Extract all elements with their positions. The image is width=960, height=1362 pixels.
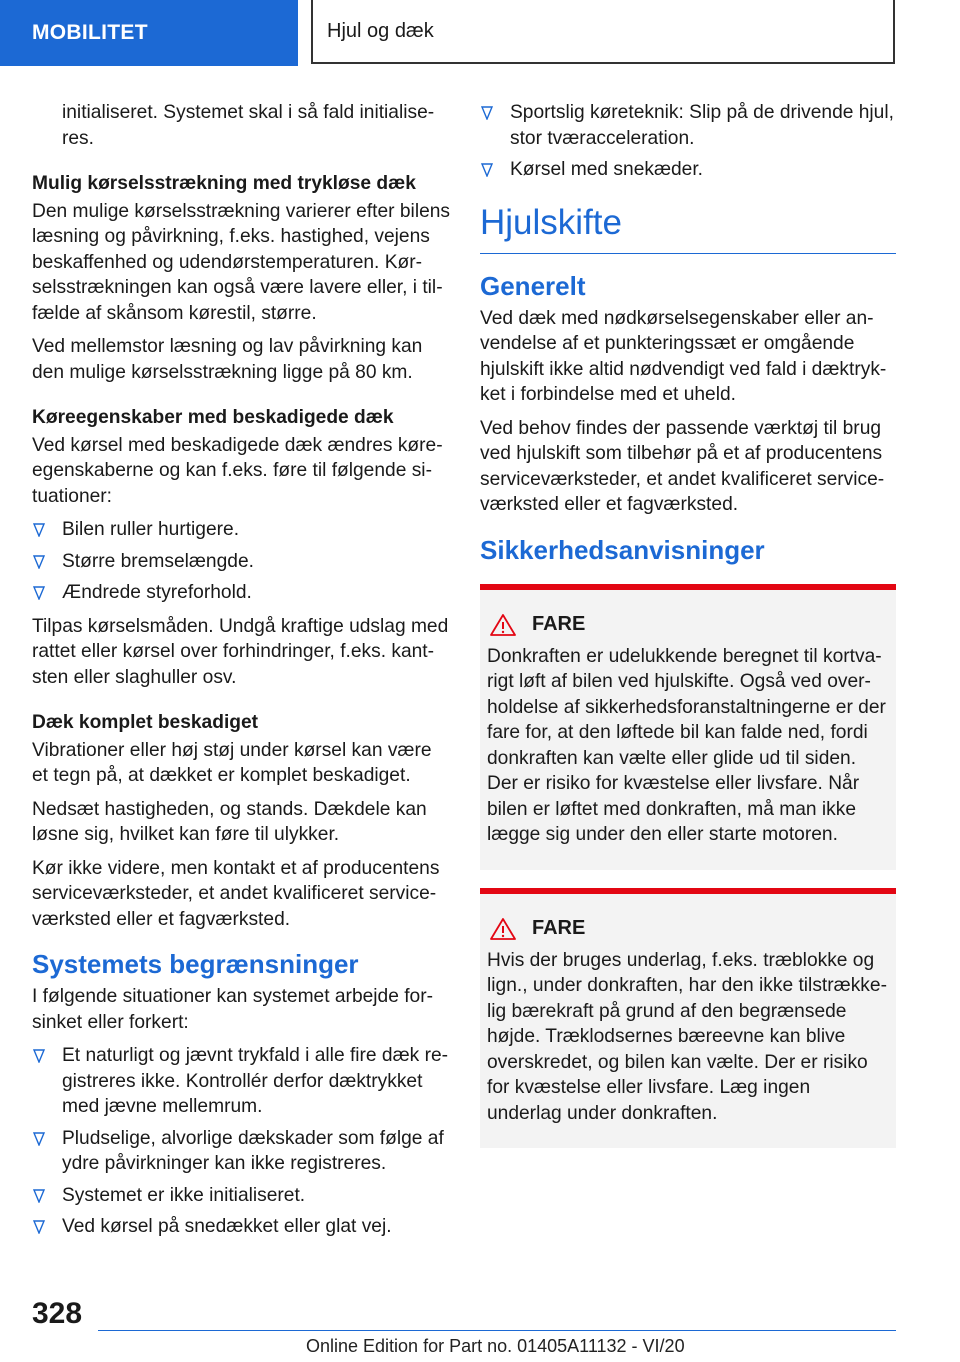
limits-list xyxy=(32,1043,450,1240)
bullet-triangle-icon xyxy=(33,586,45,600)
range-heading: Mulig kørselsstrækning med trykløse dæk xyxy=(32,173,416,194)
general-heading: Generelt xyxy=(480,270,586,301)
damaged-paragraph-2: Tilpas kørselsmåden. Undgå kraftige udslag med rattet eller kørsel over forhindringer, f.eks. kantsten eller slaghuller osv. xyxy=(32,615,449,688)
edition-note: Online Edition for Part no. 01405A11132 - VI/20 xyxy=(306,1336,685,1356)
bullet-triangle-icon xyxy=(33,523,45,537)
page-header xyxy=(0,0,960,66)
bullet-triangle-icon xyxy=(33,1132,45,1146)
list-item: Bilen ruller hurtigere. xyxy=(32,517,450,543)
warning-triangle-icon xyxy=(490,917,516,941)
list-item: Ændrede styreforhold. xyxy=(32,580,450,606)
bullet-triangle-icon xyxy=(481,106,493,120)
page-number: 328 xyxy=(32,1297,83,1330)
damaged-list xyxy=(32,517,450,606)
continued-paragraph: initialiseret. Systemet skal i så fald initialiseres. xyxy=(62,102,435,149)
danger-text: Hvis der bruges underlag, f.eks. træblokke og lign., under donkraften, har den ikke tilstrækkelig bærekraft på grund af den begrænsede højde. Træklodsernes bæreevne kan blive overskredet, og bilen kan vælte. Der er risiko for kvæstelse eller livsfare. Læg ingen underlag under donkraften. xyxy=(487,949,887,1124)
bullet-triangle-icon xyxy=(33,1049,45,1063)
list-item: Systemet er ikke initialiseret. xyxy=(32,1183,450,1209)
danger-box xyxy=(480,584,896,870)
danger-box xyxy=(480,888,896,1149)
list-item: Ved kørsel på snedækket eller glat vej. xyxy=(32,1214,450,1240)
chapter-heading: Hjulskifte xyxy=(480,199,896,254)
complete-paragraph-1: Vibrationer eller høj støj under kørsel kan være et tegn på, at dækket er komplet beskadiget. xyxy=(32,739,432,786)
general-paragraph-1: Ved dæk med nødkørselsegenskaber eller anvendelse af et punkteringssæt er omgående hjulskift ikke altid nødvendigt ved fald i dæktrykket i forbindelse med et uheld. xyxy=(480,307,887,405)
complete-heading: Dæk komplet beskadiget xyxy=(32,712,259,733)
limits-paragraph: I følgende situationer kan systemet arbejde forsinket eller forkert: xyxy=(32,986,434,1033)
damaged-paragraph-1: Ved kørsel med beskadigede dæk ændres køreegenskaberne og kan f.eks. føre til følgende situationer: xyxy=(32,434,443,507)
range-paragraph-1: Den mulige kørselsstrækning varierer efter bilens læsning og påvirkning, f.eks. hastighed, vejens beskaffenhed og udendørstemperaturen. Kørselsstrækningen kan også være lavere eller, i tilfælde af skånsom kørestil, større. xyxy=(32,200,451,324)
danger-label: FARE xyxy=(532,613,586,635)
complete-paragraph-2: Nedsæt hastigheden, og stands. Dækdele kan løsne sig, hvilket kan føre til ulykker. xyxy=(32,798,427,845)
footer-divider xyxy=(98,1330,896,1331)
general-paragraph-2: Ved behov findes der passende værktøj til brug ved hjulskift som tilbehør på et af producentens serviceværksteder, et andet kvalificeret serviceværksted eller et fagværksted. xyxy=(480,417,885,515)
list-item: Kørsel med snekæder. xyxy=(480,157,896,183)
list-item: Større bremselængde. xyxy=(32,549,450,575)
limits-list-continued xyxy=(480,100,896,183)
list-item: Sportslig køreteknik: Slip på de drivende hjul, stor tværacceleration. xyxy=(480,100,896,151)
danger-label: FARE xyxy=(532,917,586,939)
safety-heading: Sikkerhedsanvisninger xyxy=(480,534,765,565)
damaged-heading: Køreegenskaber med beskadigede dæk xyxy=(32,407,394,428)
danger-text: Donkraften er udelukkende beregnet til kortvarigt løft af bilen ved hjulskifte. Også ved overholdelse af sikkerhedsforanstaltningerne er der fare for, at den løftede bil kan falde ned, fordi donkraften kan vælte eller glide ud til siden. Der er risiko for kvæstelse eller livsfare. Når bilen er løftet med donkraften, må man ikke lægge sig under den eller starte motoren. xyxy=(487,645,886,845)
bullet-triangle-icon xyxy=(33,1220,45,1234)
chapter-title: Hjul og dæk xyxy=(311,0,895,64)
bullet-triangle-icon xyxy=(33,555,45,569)
warning-triangle-icon xyxy=(490,613,516,637)
section-tab[interactable]: MOBILITET xyxy=(0,0,298,66)
range-paragraph-2: Ved mellemstor læsning og lav påvirkning kan den mulige kørselsstrækning ligge på 80 km. xyxy=(32,336,423,383)
right-column xyxy=(480,100,896,1148)
bullet-triangle-icon xyxy=(33,1189,45,1203)
complete-paragraph-3: Kør ikke videre, men kontakt et af producentens serviceværksteder, et andet kvalificeret serviceværksted eller et fagværksted. xyxy=(32,857,440,930)
limits-heading: Systemets begrænsninger xyxy=(32,949,359,979)
bullet-triangle-icon xyxy=(481,163,493,177)
list-item: Et naturligt og jævnt trykfald i alle fire dæk registreres ikke. Kontrollér derfor dæktrykket med jævne mellemrum. xyxy=(32,1043,450,1120)
danger-header xyxy=(487,914,888,944)
left-column xyxy=(32,100,450,1248)
list-item: Pludselige, alvorlige dækskader som følge af ydre påvirkninger kan ikke registreres. xyxy=(32,1126,450,1177)
danger-header xyxy=(487,610,888,640)
